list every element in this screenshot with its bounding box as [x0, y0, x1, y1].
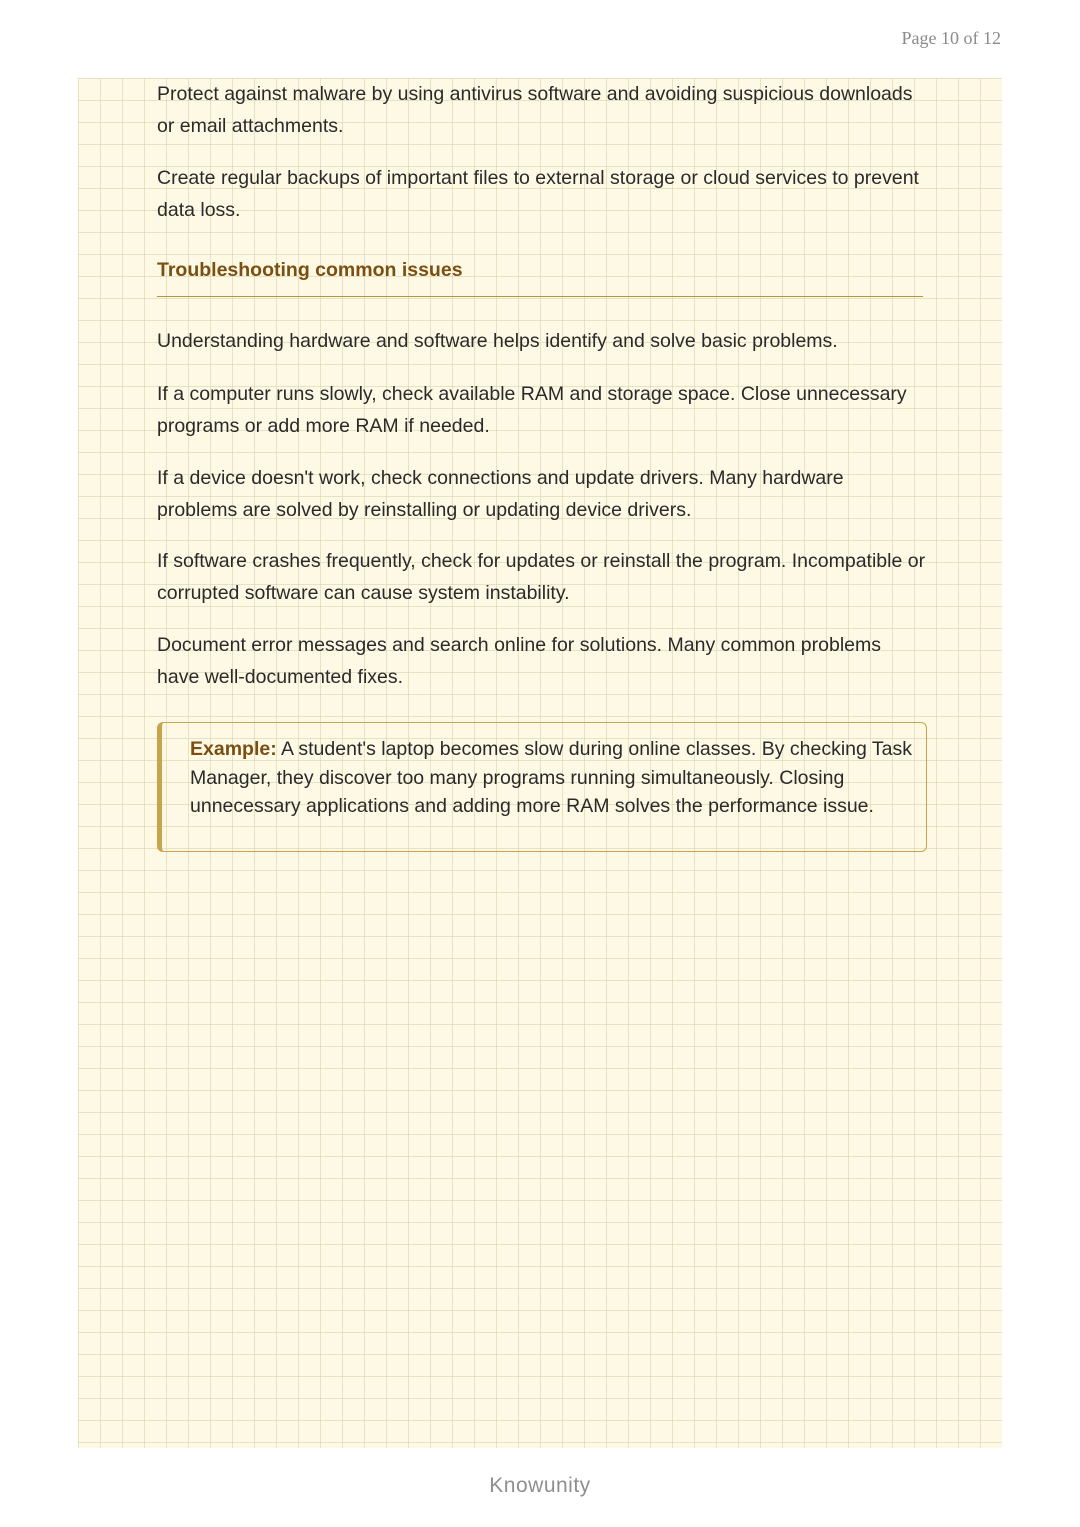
example-label: Example:: [190, 738, 277, 760]
page-number: Page 10 of 12: [901, 28, 1001, 48]
paragraph-error-messages: Document error messages and search online for solutions. Many common problems have well-documented fixes.: [157, 634, 881, 688]
paragraph-malware: Protect against malware by using antivirus software and avoiding suspicious downloads or email attachments.: [157, 83, 913, 137]
paragraph-software-crashes: If software crashes frequently, check for updates or reinstall the program. Incompatible or corrupted software can cause system instability.: [157, 550, 926, 604]
example-text: A student's laptop becomes slow during online classes. By checking Task Manager, they discover too many programs running simultaneously. Closing unnecessary applications and adding more RAM solves the performance issue.: [190, 738, 913, 817]
example-callout: [157, 722, 927, 852]
section-heading: Troubleshooting common issues: [157, 256, 923, 297]
paragraph-backups: Create regular backups of important files to external storage or cloud services to prevent data loss.: [157, 167, 919, 221]
paragraph-slow-computer: If a computer runs slowly, check available RAM and storage space. Close unnecessary programs or add more RAM if needed.: [157, 383, 907, 437]
paragraph-understanding: Understanding hardware and software helps identify and solve basic problems.: [157, 330, 838, 352]
paragraph-device-drivers: If a device doesn't work, check connections and update drivers. Many hardware problems are solved by reinstalling or updating device drivers.: [157, 467, 844, 521]
footer-brand: Knowunity: [489, 1474, 591, 1497]
